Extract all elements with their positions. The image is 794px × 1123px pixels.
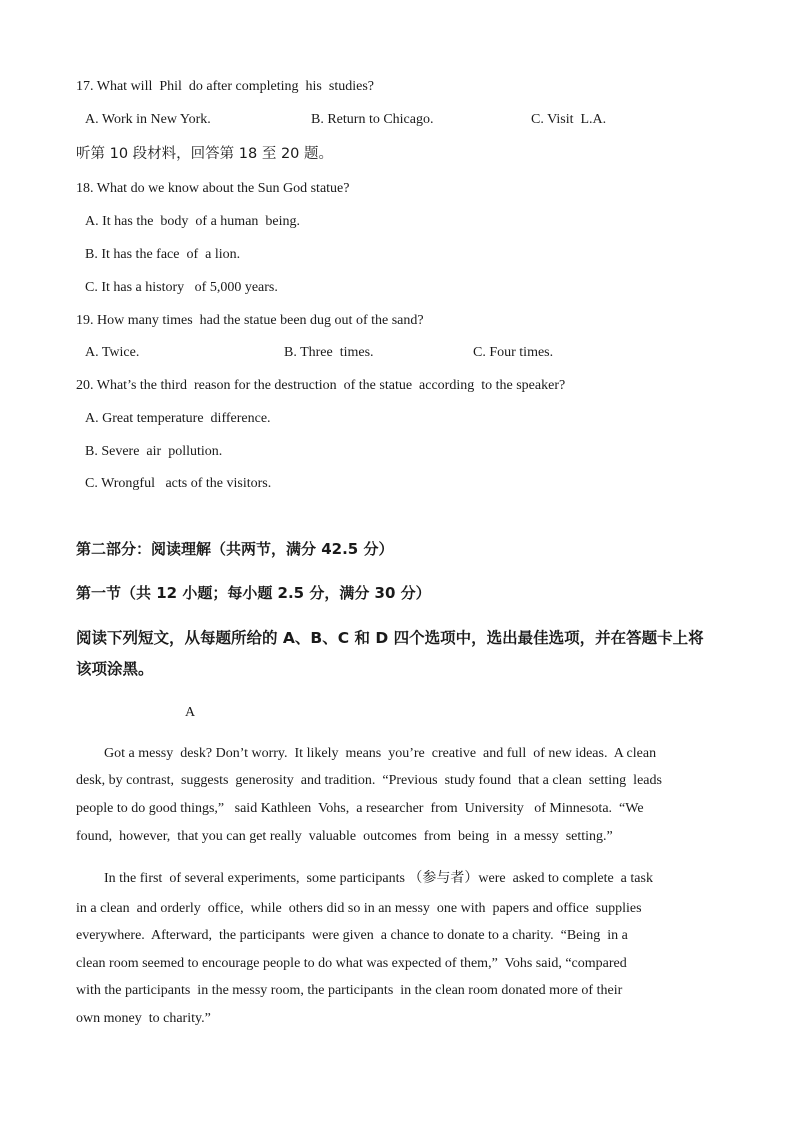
listening-section-intro: 听第 10 段材料，回答第 18 至 20 题。 — [76, 146, 334, 162]
q19-option-a: A. Twice. — [85, 345, 140, 360]
reading-instruction-line2: 该项涂黑。 — [76, 660, 154, 678]
paragraph1-line1: Got a messy desk? Don’t worry. It likely means you’re creative and full of new ideas. A clean — [104, 746, 657, 761]
question-19: 19. How many times had the statue been dug out of the sand? — [76, 313, 424, 328]
passage-label: A — [185, 705, 196, 720]
q20-option-a: A. Great temperature difference. — [85, 411, 271, 426]
paragraph2-line5: with the participants in the messy room, the participants in the clean room donated more of their — [76, 983, 623, 998]
question-20: 20. What’s the third reason for the destruction of the statue according to the speaker? — [76, 378, 566, 393]
paragraph2-line2: in a clean and orderly office, while others did so in an messy one with papers and office supplies — [76, 901, 642, 916]
reading-section-title: 第一节（共 12 小题；每小题 2.5 分，满分 30 分） — [76, 584, 431, 602]
question-18: 18. What do we know about the Sun God statue? — [76, 181, 350, 196]
q18-option-c: C. It has a history of 5,000 years. — [85, 280, 278, 295]
q17-option-a: A. Work in New York. — [85, 112, 211, 127]
paragraph1-line3: people to do good things,” said Kathleen Vohs, a researcher from University of Minnesota. “We — [76, 801, 644, 816]
q18-option-a: A. It has the body of a human being. — [85, 214, 301, 229]
q20-option-b: B. Severe air pollution. — [85, 444, 223, 459]
q19-option-c: C. Four times. — [473, 345, 554, 360]
q17-option-c: C. Visit L.A. — [531, 112, 607, 127]
q19-option-b: B. Three times. — [284, 345, 374, 360]
paragraph1-line4: found, however, that you can get really valuable outcomes from being in a messy setting.” — [76, 829, 613, 844]
q17-option-b: B. Return to Chicago. — [311, 112, 434, 127]
paragraph1-line2: desk, by contrast, suggests generosity and tradition. “Previous study found that a clean setting leads — [76, 773, 662, 788]
paragraph2-line1: In the first of several experiments, some participants （参与者）were asked to complete a task — [104, 871, 653, 886]
reading-part-title: 第二部分：阅读理解（共两节，满分 42.5 分） — [76, 540, 394, 558]
question-17: 17. What will Phil do after completing his studies? — [76, 79, 374, 94]
reading-instruction-line1: 阅读下列短文，从每题所给的 A、B、C 和 D 四个选项中，选出最佳选项，并在答题卡上将 — [76, 629, 704, 647]
q18-option-b: B. It has the face of a lion. — [85, 247, 241, 262]
q20-option-c: C. Wrongful acts of the visitors. — [85, 476, 272, 491]
paragraph2-line4: clean room seemed to encourage people to do what was expected of them,” Vohs said, “compared — [76, 956, 627, 971]
paragraph2-line3: everywhere. Afterward, the participants were given a chance to donate to a charity. “Being in a — [76, 928, 628, 943]
paragraph2-line6: own money to charity.” — [76, 1011, 211, 1026]
